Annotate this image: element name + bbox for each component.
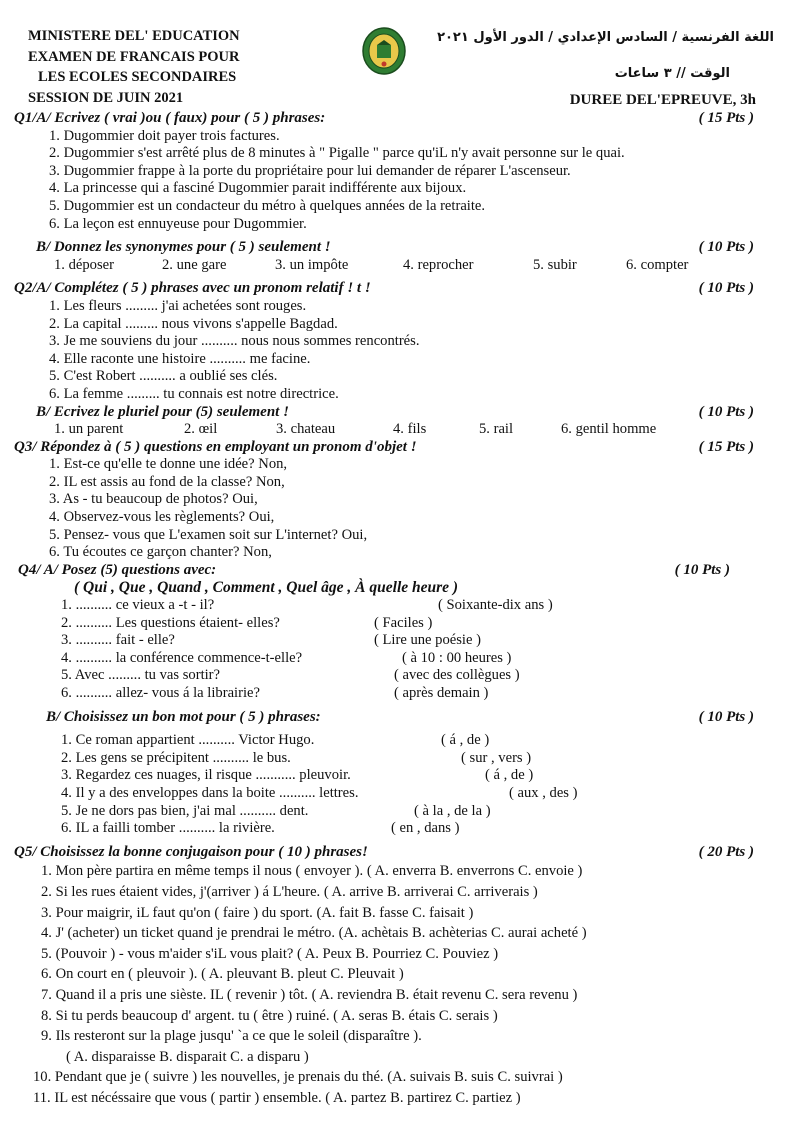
q4a-answer: ( à 10 : 00 heures ) [402, 649, 512, 666]
q4a-question: 2. .......... Les questions étaient- elles? [61, 614, 280, 631]
q2a-item: 4. Elle raconte une histoire .......... me facine. [49, 350, 311, 367]
q2b-word: 2. œil [184, 421, 218, 438]
ministry-line: MINISTERE DEL' EDUCATION [28, 28, 240, 44]
q1a-points: ( 15 Pts ) [698, 110, 754, 126]
q1a-item: 6. La leçon est ennuyeuse pour Dugommier. [49, 215, 307, 232]
q1a-title: Q1/A/ Ecrivez ( vrai )ou ( faux) pour ( 5 ) phrases: [14, 110, 326, 126]
q2a-item: 5. C'est Robert .......... a oublié ses clés. [49, 368, 278, 385]
q1b-title: B/ Donnez les synonymes pour ( 5 ) seulement ! [36, 239, 331, 256]
q5-item: 2. Si les rues étaient vides, j'(arriver ) á L'heure. ( A. arrive B. arriverai C. arriverais ) [41, 883, 538, 900]
q2b-title: B/ Ecrivez le pluriel pour (5) seulement ! [36, 403, 289, 420]
q5-items [14, 861, 780, 1108]
q4a-item [14, 597, 780, 615]
q4b-header [14, 709, 780, 727]
q5-item: 1. Mon père partira en même temps il nous ( envoyer ). ( A. enverra B. enverrons C. envoie ) [41, 863, 583, 880]
q1b-points: ( 10 Pts ) [698, 239, 754, 256]
schools-line: LES ECOLES SECONDAIRES [38, 69, 237, 85]
q1a-item: 3. Dugommier frappe à la porte du propriétaire pour lui demander de réparer L'ascenseur. [49, 162, 571, 179]
q4a-answer: ( avec des collègues ) [394, 667, 520, 684]
q2a-item: 6. La femme ......... tu connais est notre directrice. [49, 385, 339, 402]
ministry-seal-icon [361, 26, 407, 76]
q1a-item: 4. La princesse qui a fasciné Dugommier parait indifférente aux bijoux. [49, 180, 467, 197]
q2b-word: 4. fils [393, 421, 427, 438]
q4a-header [14, 562, 780, 580]
q4b-title: B/ Choisissez un bon mot pour ( 5 ) phrases: [46, 708, 321, 725]
q4b-question: 4. Il y a des enveloppes dans la boite .......... lettres. [61, 784, 359, 801]
q4b-item [14, 803, 780, 821]
q5-item: 7. Quand il a pris une sièste. IL ( revenir ) tôt. ( A. reviendra B. était revenu C. sera revenu ) [41, 986, 578, 1003]
q4a-item [14, 632, 780, 650]
q4b-options: ( en , dans ) [391, 820, 460, 837]
q4b-options: ( aux , des ) [509, 784, 578, 801]
q1b-header [14, 239, 780, 257]
q4b-points: ( 10 Pts ) [698, 708, 754, 725]
q1a-header [14, 110, 780, 128]
q5-title: Q5/ Choisissez la bonne conjugaison pour ( 10 ) phrases! [14, 843, 368, 860]
session-line: SESSION DE JUIN 2021 [28, 89, 184, 106]
q3-item: 4. Observez-vous les règlements? Oui, [49, 509, 275, 526]
q4a-answer: ( Faciles ) [374, 614, 433, 631]
q5-item: 8. Si tu perds beaucoup d' argent. tu ( être ) ruiné. ( A. seras B. étais C. serais ) [41, 1007, 498, 1024]
q2a-item: 1. Les fleurs ......... j'ai achetées sont rouges. [49, 297, 307, 314]
q1b-word: 6. compter [626, 256, 689, 273]
q5-item: 9. Ils resteront sur la plage jusqu' `a ce que le soleil (disparaître ). [41, 1028, 422, 1045]
arabic-subject-line: اللغة الفرنسية / السادس الإعدادي / الدور الأول ٢٠٢١ [437, 30, 774, 45]
q3-item: 2. IL est assis au fond de la classe? Non, [49, 473, 285, 490]
q1b-word: 1. déposer [54, 256, 114, 273]
q2b-word: 3. chateau [276, 421, 336, 438]
q4b-item [14, 785, 780, 803]
q5-item: 6. On court en ( pleuvoir ). ( A. pleuvant B. pleut C. Pleuvait ) [41, 966, 404, 983]
q2b-points: ( 10 Pts ) [698, 403, 754, 420]
q4a-title: Q4/ A/ Posez (5) questions avec: [18, 561, 217, 578]
q1a-item: 1. Dugommier doit payer trois factures. [49, 127, 280, 144]
q4a-item [14, 650, 780, 668]
q4b-item [14, 767, 780, 785]
arabic-time-line: الوقت // ٣ ساعات [614, 66, 730, 81]
q2a-item: 3. Je me souviens du jour .......... nous nous sommes rencontrés. [49, 333, 420, 350]
q4a-item [14, 667, 780, 685]
q4b-question: 3. Regardez ces nuages, il risque ........... pleuvoir. [61, 767, 351, 784]
q4b-question: 2. Les gens se précipitent .......... le bus. [61, 749, 291, 766]
q4a-words: ( Qui , Que , Quand , Comment , Quel âge , À quelle heure ) [74, 579, 459, 597]
q2b-header [14, 404, 780, 422]
q2a-header [14, 280, 780, 298]
q4a-question: 6. .......... allez- vous á la librairie? [61, 685, 260, 701]
q4b-item [14, 732, 780, 750]
q4b-question: 5. Je ne dors pas bien, j'ai mal .......... dent. [61, 802, 309, 819]
q5-item: 4. J' (acheter) un ticket quand je prendrai le métro. (A. achètais B. achèterias C. aurai acheté ) [41, 925, 587, 942]
q4a-question: 1. .......... ce vieux a -t - il? [61, 597, 215, 614]
q3-item: 6. Tu écoutes ce garçon chanter? Non, [49, 544, 272, 561]
q4a-item [14, 615, 780, 633]
q1a-item: 2. Dugommier s'est arrêté plus de 8 minutes à " Pigalle " parce qu'iL n'y avait personne sur le quai. [49, 145, 625, 162]
q1b-list [14, 257, 780, 275]
q4b-item [14, 820, 780, 838]
q4b-options: ( sur , vers ) [461, 749, 532, 766]
q1a-item: 5. Dugommier est un condacteur du métro à quelques années de la retraite. [49, 197, 486, 214]
q2a-title: Q2/A/ Complétez ( 5 ) phrases avec un pronom relatif ! t ! [14, 280, 371, 297]
q3-header [14, 439, 780, 457]
q2b-word: 6. gentil homme [561, 421, 657, 438]
q2a-item: 2. La capital ......... nous vivons s'appelle Bagdad. [49, 315, 338, 332]
q2b-word: 1. un parent [54, 421, 124, 438]
ministry-header [28, 26, 240, 108]
q5-item: 10. Pendant que je ( suivre ) les nouvelles, je prenais du thé. (A. suivais B. suis C. suivrai ) [33, 1069, 563, 1086]
q5-points: ( 20 Pts ) [698, 843, 754, 860]
q3-item: 3. As - tu beaucoup de photos? Oui, [49, 491, 258, 508]
q4a-points: ( 10 Pts ) [674, 561, 730, 578]
q4b-options: ( á , de ) [441, 732, 490, 749]
q4b-options: ( à la , de la ) [414, 802, 491, 819]
duration-line: DUREE DEL'EPREUVE, 3h [569, 92, 756, 108]
q4a-question: 5. Avec ......... tu vas sortir? [61, 667, 221, 684]
q5-item-options: ( A. disparaisse B. disparait C. a disparu ) [66, 1048, 309, 1065]
q1b-word: 2. une gare [162, 256, 227, 273]
q2a-points: ( 10 Pts ) [698, 280, 754, 297]
q5-item: 3. Pour maigrir, iL faut qu'on ( faire ) du sport. (A. fait B. fasse C. faisait ) [41, 904, 474, 921]
q1b-word: 4. reprocher [403, 256, 474, 273]
q1b-word: 5. subir [533, 256, 577, 273]
exam-content [14, 110, 780, 1108]
q5-item: 11. IL est nécéssaire que vous ( partir ) ensemble. ( A. partez B. partirez C. partiez ) [33, 1089, 521, 1106]
q2b-list [14, 421, 780, 439]
q5-item: 5. (Pouvoir ) - vous m'aider s'iL vous plait? ( A. Peux B. Pourriez C. Pouviez ) [41, 945, 499, 962]
q3-item: 5. Pensez- vous que L'examen soit sur L'internet? Oui, [49, 526, 368, 543]
q4a-answer: ( après demain ) [394, 685, 489, 701]
q4a-item [14, 685, 780, 703]
q4a-question: 4. .......... la conférence commence-t-elle? [61, 649, 303, 666]
q4b-question: 6. IL a failli tomber .......... la rivière. [61, 820, 275, 837]
q3-points: ( 15 Pts ) [698, 438, 754, 455]
q4a-answer: ( Lire une poésie ) [374, 632, 481, 649]
q3-item: 1. Est-ce qu'elle te donne une idée? Non, [49, 456, 288, 473]
q5-header [14, 844, 780, 862]
q1b-word: 3. un impôte [275, 256, 349, 273]
q3-title: Q3/ Répondez à ( 5 ) questions en employant un pronom d'objet ! [14, 438, 417, 455]
arabic-header [437, 28, 774, 110]
q4b-question: 1. Ce roman appartient .......... Victor Hugo. [61, 732, 315, 749]
q2b-word: 5. rail [479, 421, 514, 438]
exam-line: EXAMEN DE FRANCAIS POUR [28, 48, 240, 65]
q4a-question: 3. .......... fait - elle? [61, 632, 175, 649]
q4a-answer: ( Soixante-dix ans ) [438, 597, 553, 614]
q4b-options: ( á , de ) [485, 767, 534, 784]
q4b-item [14, 750, 780, 768]
